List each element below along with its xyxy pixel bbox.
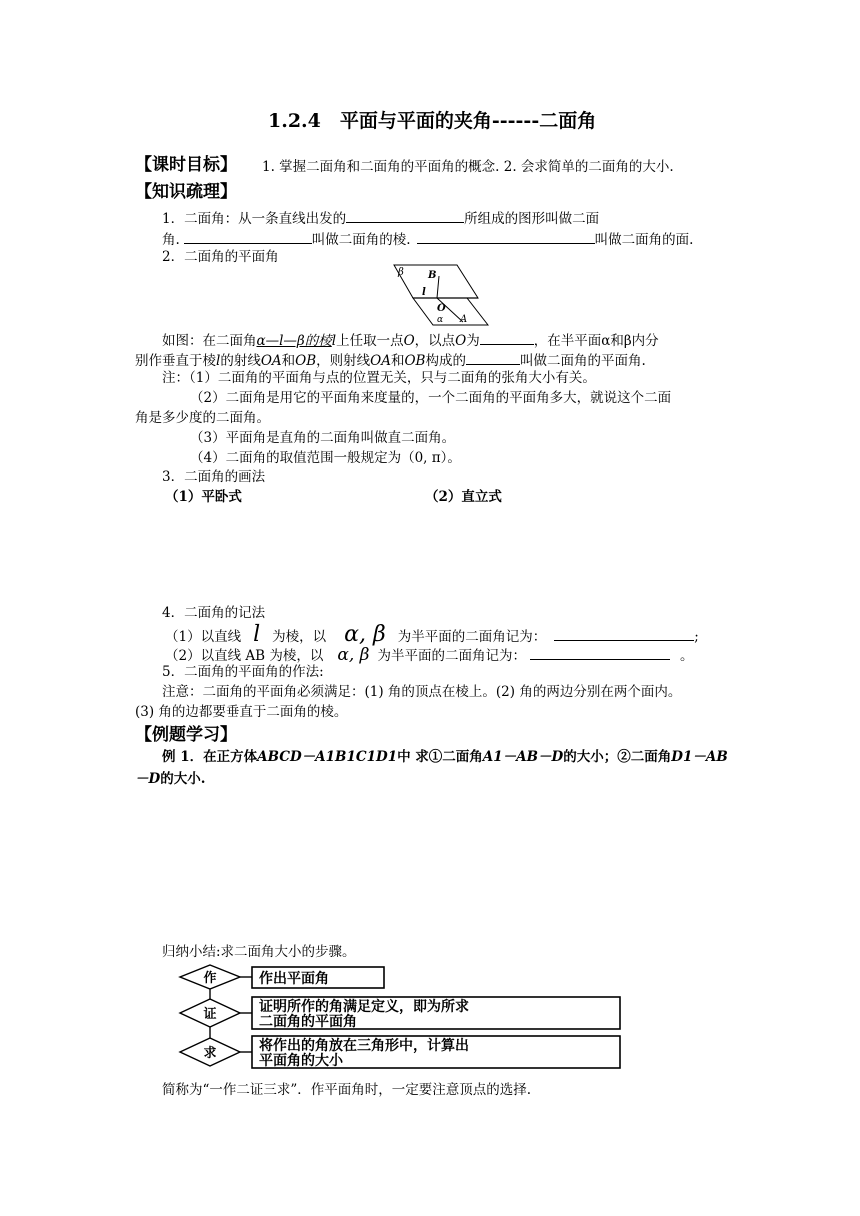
review-item-1: 1．二面角：从一条直线出发的 所组成的图形叫做二面 — [162, 208, 599, 227]
blank-3 — [417, 229, 595, 244]
step-1-key: 作 — [203, 971, 217, 986]
summary-footer: 简称为“一作二证三求”．作平面角时，一定要注意顶点的选择. — [162, 1082, 532, 1098]
label-O: O — [437, 303, 446, 314]
label-l: l — [422, 287, 426, 298]
review-item-5: 5．二面角的平面角的作法: — [162, 664, 324, 680]
step-2-key: 证 — [203, 1007, 217, 1022]
note-2-cont: 角是多少度的二面角。 — [135, 410, 270, 426]
review-item-4: 4．二面角的记法 — [162, 605, 266, 621]
step-3-text1: 将作出的角放在三角形中，计算出 — [259, 1038, 469, 1054]
attention-line1: 注意：二面角的平面角必须满足：(1) 角的顶点在棱上。(2) 角的两边分别在两个面内。 — [162, 684, 682, 700]
objectives-heading: 【课时目标】 — [135, 155, 237, 175]
step-1-text: 作出平面角 — [259, 971, 329, 987]
dihedral-angle-figure — [393, 264, 489, 326]
step-2-text2: 二面角的平面角 — [259, 1014, 357, 1030]
attention-line2: (3) 角的边都要垂直于二面角的棱。 — [135, 704, 348, 720]
note-1: 注：（1）二面角的平面角与点的位置无关，只与二面角的张角大小有关。 — [162, 370, 596, 386]
notation-2: （2）以直线 AB 为棱，以 α, β 为半平面的二面角记为： 。 — [165, 645, 694, 665]
page-title: 1.2.4 平面与平面的夹角------二面角 — [268, 110, 597, 132]
review-item-3: 3．二面角的画法 — [162, 469, 266, 485]
example-1-line1: 例 1．在正方体ABCD－A1B1C1D1中 求①二面角A1－AB－D的大小；②二面角D1－AB — [162, 749, 728, 765]
example-1-line2: －D的大小. — [135, 771, 206, 787]
label-B: B — [428, 270, 437, 281]
notation-1: （1）以直线 l 为棱，以 α, β 为半平面的二面角记为： ; — [165, 622, 699, 647]
label-beta: β — [398, 267, 404, 278]
review-heading: 【知识疏理】 — [135, 182, 237, 202]
steps-flowchart — [170, 964, 630, 1076]
drawing-style-2: （2）直立式 — [425, 489, 502, 505]
objectives-text: 1. 掌握二面角和二面角的平面角的概念. 2. 会求简单的二面角的大小. — [262, 159, 674, 175]
blank-4 — [480, 330, 534, 345]
blank-2 — [184, 229, 312, 244]
label-alpha: α — [437, 315, 444, 325]
note-3: （3）平面角是直角的二面角叫做直二面角。 — [190, 430, 456, 446]
review-item-2: 2．二面角的平面角 — [162, 249, 279, 265]
summary-heading: 归纳小结:求二面角大小的步骤。 — [162, 944, 356, 960]
figure-description-line1: 如图：在二面角α—l—β的棱l上任取一点O，以点O为 ，在半平面α和β内分 — [162, 330, 659, 349]
note-4: （4）二面角的取值范围一般规定为（0, π）。 — [190, 450, 461, 466]
label-A: A — [460, 314, 468, 325]
blank-5 — [466, 350, 520, 365]
figure-description-line2: 别作垂直于棱l的射线OA和OB，则射线OA和OB构成的 叫做二面角的平面角. — [135, 350, 646, 369]
note-2: （2）二面角是用它的平面角来度量的，一个二面角的平面角多大，就说这个二面 — [190, 390, 672, 406]
drawing-style-1: （1）平卧式 — [165, 489, 242, 505]
blank-7 — [530, 645, 670, 660]
step-3-key: 求 — [203, 1046, 217, 1061]
step-2-text1: 证明所作的角满足定义，即为所求 — [259, 999, 469, 1015]
blank-6 — [554, 626, 694, 641]
review-item-1-cont: 角. 叫做二面角的棱. 叫做二面角的面. — [162, 229, 693, 248]
blank-1 — [346, 208, 464, 223]
examples-heading: 【例题学习】 — [135, 725, 237, 745]
step-3-text2: 平面角的大小 — [259, 1053, 343, 1069]
